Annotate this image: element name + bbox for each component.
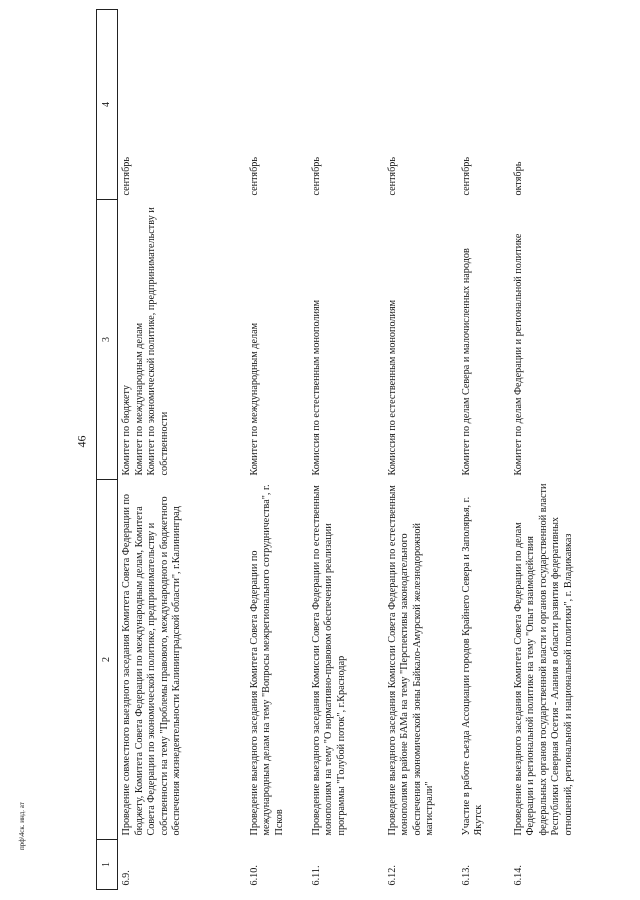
page-number: 46 xyxy=(74,435,89,448)
responsible-cell: Комитет по бюджету Комитет по международным делам Комитет по экономической политике, предпринимательству и собственности xyxy=(121,207,170,476)
header-row xyxy=(97,10,118,890)
responsible-cell: Комитет по делам Федерации и региональной политике xyxy=(512,233,524,476)
event-cell: Проведение совместного выездного заседания Комитета Совета Федерации по бюджету, Комитета Совета Федерации по международным делам, Комитета Совета Федерации по экономической политике, предпринимательству и собственности на тему "Проблемы правового, международного и бюджетного обеспечения жизнедеятельности Калининградской области", г.Калининград xyxy=(121,494,183,836)
table-row xyxy=(118,10,246,890)
rotated-table-container xyxy=(96,10,626,890)
footer-mark: прф\4ск. инд. ат xyxy=(18,802,26,850)
date-cell: сентябрь xyxy=(460,156,472,196)
event-cell: Проведение выездного заседания Комиссии Совета Федерации по естественным монополиям в районе БАМа на тему "Перспективы законодательного обеспечения экономической зоны Байкало-Амурской железнодорожной магистрали" xyxy=(386,485,436,836)
row-number: 6.14. xyxy=(512,865,524,886)
date-cell: сентябрь xyxy=(121,156,132,196)
date-cell: сентябрь xyxy=(248,156,260,196)
date-cell: сентябрь xyxy=(386,156,398,196)
row-number: 6.12. xyxy=(386,865,398,886)
table-row xyxy=(510,10,618,890)
date-cell: октябрь xyxy=(512,161,524,196)
table-row xyxy=(308,10,384,890)
header-col-2: 2 xyxy=(97,480,118,840)
responsible-cell: Комиссия по естественным монополиям xyxy=(386,299,398,476)
header-col-4: 4 xyxy=(97,10,118,200)
event-cell: Проведение выездного заседания Комиссии Совета Федерации по естественным монополиям на тему "О нормативно-правовом обеспечении реализации программы "Голубой поток", г.Краснодар xyxy=(310,485,347,836)
responsible-cell: Комиссия по естественным монополиям xyxy=(310,299,322,476)
responsible-cell: Комитет по международным делам xyxy=(248,322,260,476)
row-number: 6.9. xyxy=(121,870,132,886)
date-cell: сентябрь xyxy=(310,156,322,196)
event-cell: Проведение выездного заседания Комитета Совета Федерации по международным делам на тему "Вопросы межрегионального сотрудничества", г. Псков xyxy=(248,484,285,836)
row-number: 6.10. xyxy=(248,865,260,886)
header-col-1: 1 xyxy=(97,840,118,890)
event-cell: Участие в работе съезда Ассоциации городов Крайнего Севера и Заполярья, г. Якутск xyxy=(460,496,485,836)
responsible-cell: Комитет по делам Севера и малочисленных народов xyxy=(460,248,472,476)
table-row xyxy=(246,10,308,890)
table-row xyxy=(458,10,510,890)
header-col-3: 3 xyxy=(97,200,118,480)
events-table xyxy=(96,9,618,890)
event-cell: Проведение выездного заседания Комитета Совета Федерации по делам Федерации и региональной политике на тему "Опыт взаимодействия федеральных органов государственной власти и органов государственной власти Республики Северная Осетия - Алания в области развития федеративных отношений, региональной и национальной политики", г. Владикавказ xyxy=(512,483,574,836)
table-row xyxy=(384,10,458,890)
row-number: 6.11. xyxy=(310,865,322,886)
row-number: 6.13. xyxy=(460,865,472,886)
table-body xyxy=(118,10,618,890)
